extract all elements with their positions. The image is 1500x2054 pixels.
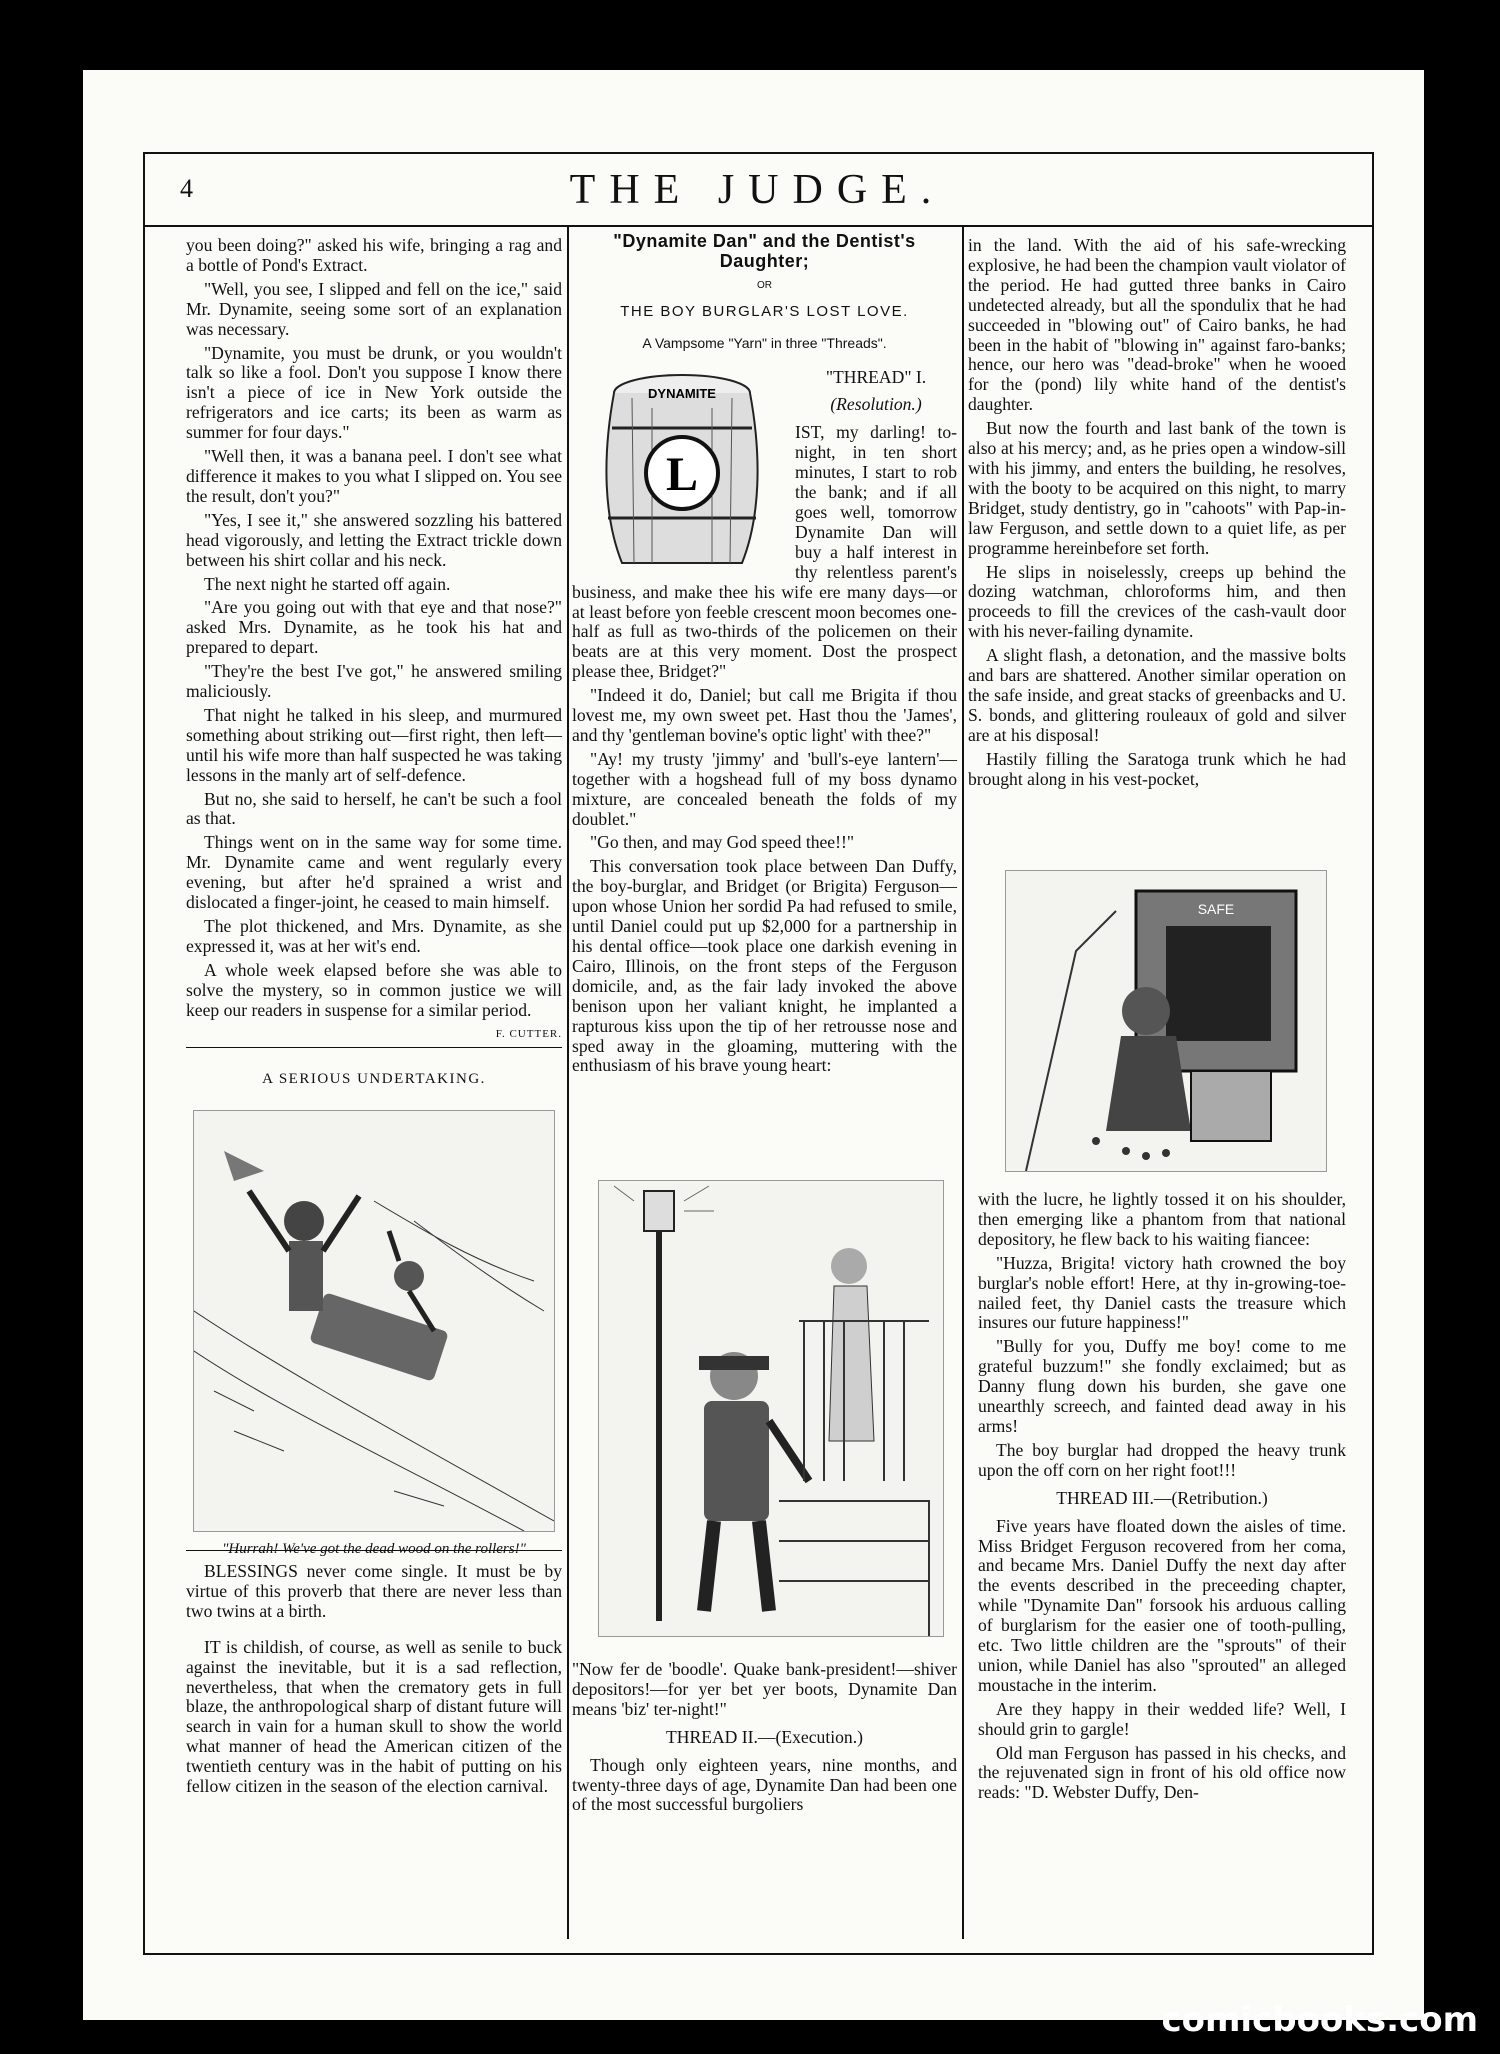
paragraph: "Dynamite, you must be drunk, or you wouldn't talk so like a fool. Don't you suppose I know there isn't a piece of ice in New York outside the refrigerators and ice carts; its been as warm as summer for four days.": [186, 342, 562, 443]
paragraph: Though only eighteen years, nine months, and twenty-three days of age, Dynamite Dan had been one of the most successful burgoliers: [572, 1754, 957, 1815]
column-divider-2: [962, 227, 964, 1939]
paragraph: That night he talked in his sleep, and murmured something about striking out—first right, then left—until his wife more than half suspected he was taking lessons in the manly art of self-defence.: [186, 704, 562, 785]
section-rule: [186, 1047, 562, 1048]
paragraph: in the land. With the aid of his safe-wrecking explosive, he had been the champion vault violator of the period. He had gutted three banks in Cairo undetected already, but all the spondulix that he had succeeded in "blowing out" of Cairo banks, he had been in the habit of "blowing in" against faro-banks; hence, our hero was "dead-broke" when he wooed for the (pond) lily white hand of the dentist's daughter.: [968, 235, 1346, 415]
burglar-drawing: [599, 1181, 943, 1636]
thread-1-heading: "THREAD" I.: [825, 366, 927, 387]
coffin-sled-cartoon: [193, 1110, 555, 1532]
paragraph: "Yes, I see it," she answered sozzling his battered head vigorously, and letting the Extract trickle down between his shirt collar and his neck.: [186, 509, 562, 570]
paragraph: Are they happy in their wedded life? Well, I should grin to gargle!: [978, 1698, 1346, 1739]
paragraph-blessings: BLESSINGS never come single. It must be by virtue of this proverb that there are never less than two twins at a birth.: [186, 1561, 562, 1621]
paragraph: "They're the best I've got," he answered smiling maliciously.: [186, 661, 562, 702]
paragraph: The boy burglar had dropped the heavy trunk upon the off corn on her right foot!!!: [978, 1439, 1346, 1480]
author-signature: F. CUTTER.: [495, 1027, 562, 1040]
thread-3-heading: THREAD III.—(Retribution.): [1056, 1487, 1268, 1508]
paragraph-childish: IT is childish, of course, as well as senile to buck against the inevitable, but it is a sad reflection, nevertheless, that when the crematory gets in full blaze, the anthropological sharp of distant future will search in vain for a human skull to show the world what manner of head the American citizen of the twentieth century was in the habit of putting on his fellow citizen in the season of the election carnival.: [186, 1636, 562, 1797]
masthead: [145, 162, 1370, 224]
cartoon-section: [186, 1070, 562, 1568]
paragraph: "Ay! my trusty 'jimmy' and 'bull's-eye lantern'—together with a hogshead full of my boss dynamo mixture, are concealed beneath the folds of my doublet.": [572, 748, 957, 829]
column-2-bottom: [572, 1660, 957, 1819]
column-2: [572, 232, 957, 1080]
paragraph: "Well then, it was a banana peel. I don't see what difference it makes to you what I slipped on. You see the result, don't you?": [186, 446, 562, 506]
story-heading: [572, 232, 957, 354]
paragraph: Old man Ferguson has passed in his checks, and the rejuvenated sign in front of his old office now reads: "D. Webster Duffy, Den-: [978, 1742, 1346, 1803]
column-1-bottom: [186, 1562, 562, 1801]
paragraph: The plot thickened, and Mrs. Dynamite, as she expressed it, was at her wit's end.: [186, 916, 562, 956]
column-1: [186, 236, 562, 1046]
paragraph: But no, she said to herself, he can't be such a fool as that.: [186, 788, 562, 829]
paragraph: Things went on in the same way for some time. Mr. Dynamite came and went regularly every evening, but after he'd sprained a wrist and dislocated a finger-joint, he ceased to main himself.: [186, 832, 562, 913]
cartoon-illustration: [194, 1111, 554, 1531]
story-title: "Dynamite Dan" and the Dentist's Daughter;: [613, 231, 916, 271]
safe-drawing: [1006, 871, 1326, 1171]
thread-1-subheading: (Resolution.): [830, 394, 922, 415]
publication-title: THE JUDGE.: [569, 167, 946, 213]
cartoon-title: A SERIOUS UNDERTAKING.: [262, 1071, 486, 1087]
paragraph: He slips in noiselessly, creeps up behind the dozing watchman, chloroforms him, and then proceeds to fill the crevices of the cash-vault door with his never-failing dynamite.: [968, 561, 1346, 642]
paragraph: "Huzza, Brigita! victory hath crowned the boy burglar's noble effort! Here, at thy in-growing-toe-nailed feet, thy Daniel casts the treasure which insures our future happiness!": [978, 1252, 1346, 1333]
barrel-letter: L: [665, 447, 699, 501]
burglar-caption: "Now fer de 'boodle'. Quake bank-president!—shiver depositors!—for yer bet yer boots, Dynamite Dan means 'biz' ter-night!": [572, 1659, 957, 1719]
page-number: 4: [180, 174, 193, 203]
story-subtitle: THE BOY BURGLAR'S LOST LOVE.: [620, 302, 909, 320]
thread-1-opening: IST, my darling! to-night, in ten short minutes, I start to rob the bank; and if all goes well, tomorrow Dynamite Dan will buy a half interest in thy relentless parent's business, and make thee his wife ere many days—or at least before yon feeble crescent moon becomes one-half as full as two-thirds of the policemen on their beats are at this very moment. Dost the prospect please thee, Bridget?": [572, 422, 957, 682]
section-rule: [186, 1550, 562, 1551]
bank-safe-illustration: [1005, 870, 1327, 1172]
paragraph: "Go then, and may God speed thee!!": [590, 832, 855, 853]
column-3: [968, 236, 1346, 793]
story-or: OR: [757, 279, 772, 291]
paragraph: Hastily filling the Saratoga trunk which he had brought along in his vest-pocket,: [968, 748, 1346, 789]
paragraph: "Bully for you, Duffy me boy! come to me grateful buzzum!" she fondly exclaimed; but as Danny flung down his burden, she gave one unearthly screech, and fainted dead away in his arms!: [978, 1336, 1346, 1436]
paragraph: "Are you going out with that eye and that nose?" asked Mrs. Dynamite, as he took his hat and prepared to depart.: [186, 597, 562, 658]
header-rule: [143, 225, 1372, 227]
paragraph: But now the fourth and last bank of the town is also at his mercy; and, as he pries open a window-sill with his jimmy, and enters the building, he resolves, with the booty to be acquired on this night, to marry Bridget, study dentistry, go in "cahoots" with Pap-in-law Ferguson, and settle down to a quiet life, as per programme hereinbefore set forth.: [968, 418, 1346, 558]
story-tagline: A Vampsome "Yarn" in three "Threads".: [642, 334, 887, 351]
dynamite-barrel-illustration: [572, 368, 787, 578]
column-3-middle: [978, 1190, 1346, 1807]
paragraph: "Well, you see, I slipped and fell on the ice," said Mr. Dynamite, seeing some sort of an explanation was necessary.: [186, 278, 562, 339]
paragraph: A whole week elapsed before she was able to solve the mystery, so in common justice we will keep our readers in suspense for a similar period.: [186, 959, 562, 1020]
cartoon-caption: "Hurrah! We've got the dead wood on the rollers!": [222, 1540, 526, 1557]
thread-2-heading: THREAD II.—(Execution.): [666, 1726, 863, 1747]
barrel-drawing: [572, 368, 787, 578]
site-watermark: comicbooks.com: [1161, 2000, 1478, 2040]
paragraph: A slight flash, a detonation, and the massive bolts and bars are shattered. Another similar operation on the safe inside, and great stacks of greenbacks and U. S. bonds, and glittering rouleaux of gold and silver are at his disposal!: [968, 645, 1346, 745]
paragraph: you been doing?" asked his wife, bringing a rag and a bottle of Pond's Extract.: [186, 235, 562, 275]
paragraph: The next night he started off again.: [204, 573, 451, 594]
paragraph: with the lucre, he lightly tossed it on his shoulder, then emerging like a phantom from that national depository, he flew back to his waiting fiancee:: [978, 1189, 1346, 1249]
safe-label: SAFE: [1197, 901, 1235, 917]
paragraph: "Indeed it do, Daniel; but call me Brigita if thou lovest me, my own sweet pet. Hast thou the 'James', and thy 'gentleman bovine's optic light' with thee?": [572, 685, 957, 745]
burglar-lamppost-illustration: [598, 1180, 944, 1637]
column-divider-1: [567, 227, 569, 1939]
paragraph: Five years have floated down the aisles of time. Miss Bridget Ferguson recovered from her coma, and became Mrs. Daniel Duffy the next day after the events described in the preceeding chapter, while "Dynamite Dan" forsook his arduous calling of burglarism for the easier one of tooth-pulling, etc. Two little children are the "sprouts" of their union, while Daniel has also "sprouted" an alleged moustache in the interim.: [978, 1515, 1346, 1695]
paragraph: This conversation took place between Dan Duffy, the boy-burglar, and Bridget (or Brigita) Ferguson—upon whose Union her sordid Pa had refused to smile, until Daniel could put up $2,000 for a partnership in his dental office—took place one darkish evening in Cairo, Illinois, on the front steps of the Ferguson domicile, and, as the fair lady invoked the above benison upon her valiant knight, he implanted a rapturous kiss upon the tip of her retrousse nose and sped away in the gloaming, muttering with the enthusiasm of his brave young heart:: [572, 856, 957, 1076]
barrel-label: DYNAMITE: [648, 385, 716, 401]
